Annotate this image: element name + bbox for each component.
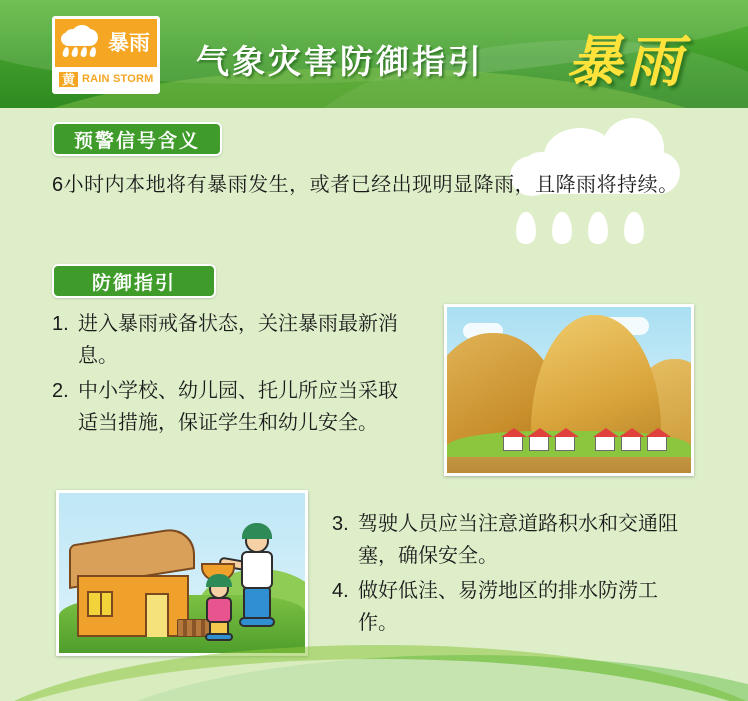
- list-item-text: 进入暴雨戒备状态，关注暴雨最新消息。: [78, 313, 398, 368]
- list-item-number: 4.: [332, 579, 349, 602]
- list-item: [52, 308, 412, 373]
- badge-top: [55, 19, 157, 67]
- list-item-number: 2.: [52, 379, 69, 402]
- list-item-number: 3.: [332, 513, 349, 535]
- section-tab-guide: 防御指引: [52, 264, 216, 298]
- header-banner: [0, 0, 748, 108]
- content-area: [0, 108, 748, 701]
- section-tab-meaning: 预警信号含义: [52, 122, 222, 156]
- raindrops-icon: [516, 212, 686, 252]
- header-keyword: 暴雨: [566, 29, 686, 95]
- badge-level-label: 黄: [59, 72, 78, 87]
- list-item-text: 中小学校、幼儿园、托儿所应当采取适当措施，保证学生和幼儿安全。: [78, 379, 398, 435]
- badge-en-label: RAIN STORM: [82, 73, 154, 85]
- raindrops-icon: [63, 47, 96, 57]
- list-item-text: 驾驶人员应当注意道路积水和交通阻塞，确保安全。: [358, 513, 678, 568]
- guide-list-left: [52, 308, 412, 442]
- list-item: [52, 375, 412, 440]
- page-title: 气象灾害防御指引: [196, 43, 484, 80]
- badge-bottom: [55, 67, 157, 91]
- mountain-village-illustration: [444, 304, 694, 476]
- badge-cn-label: 暴雨: [108, 31, 150, 55]
- meaning-text: 6小时内本地将有暴雨发生，或者已经出现明显降雨，且降雨将持续。: [52, 174, 679, 196]
- list-item: [332, 508, 692, 573]
- rainstorm-cloud-icon: [58, 23, 106, 63]
- list-item-number: 1.: [52, 313, 69, 335]
- list-item: [332, 575, 692, 640]
- house-family-illustration: [56, 490, 308, 656]
- guide-list-right: [332, 508, 692, 642]
- warning-signal-badge: [52, 16, 160, 94]
- list-item-text: 做好低洼、易涝地区的排水防涝工作。: [358, 579, 658, 635]
